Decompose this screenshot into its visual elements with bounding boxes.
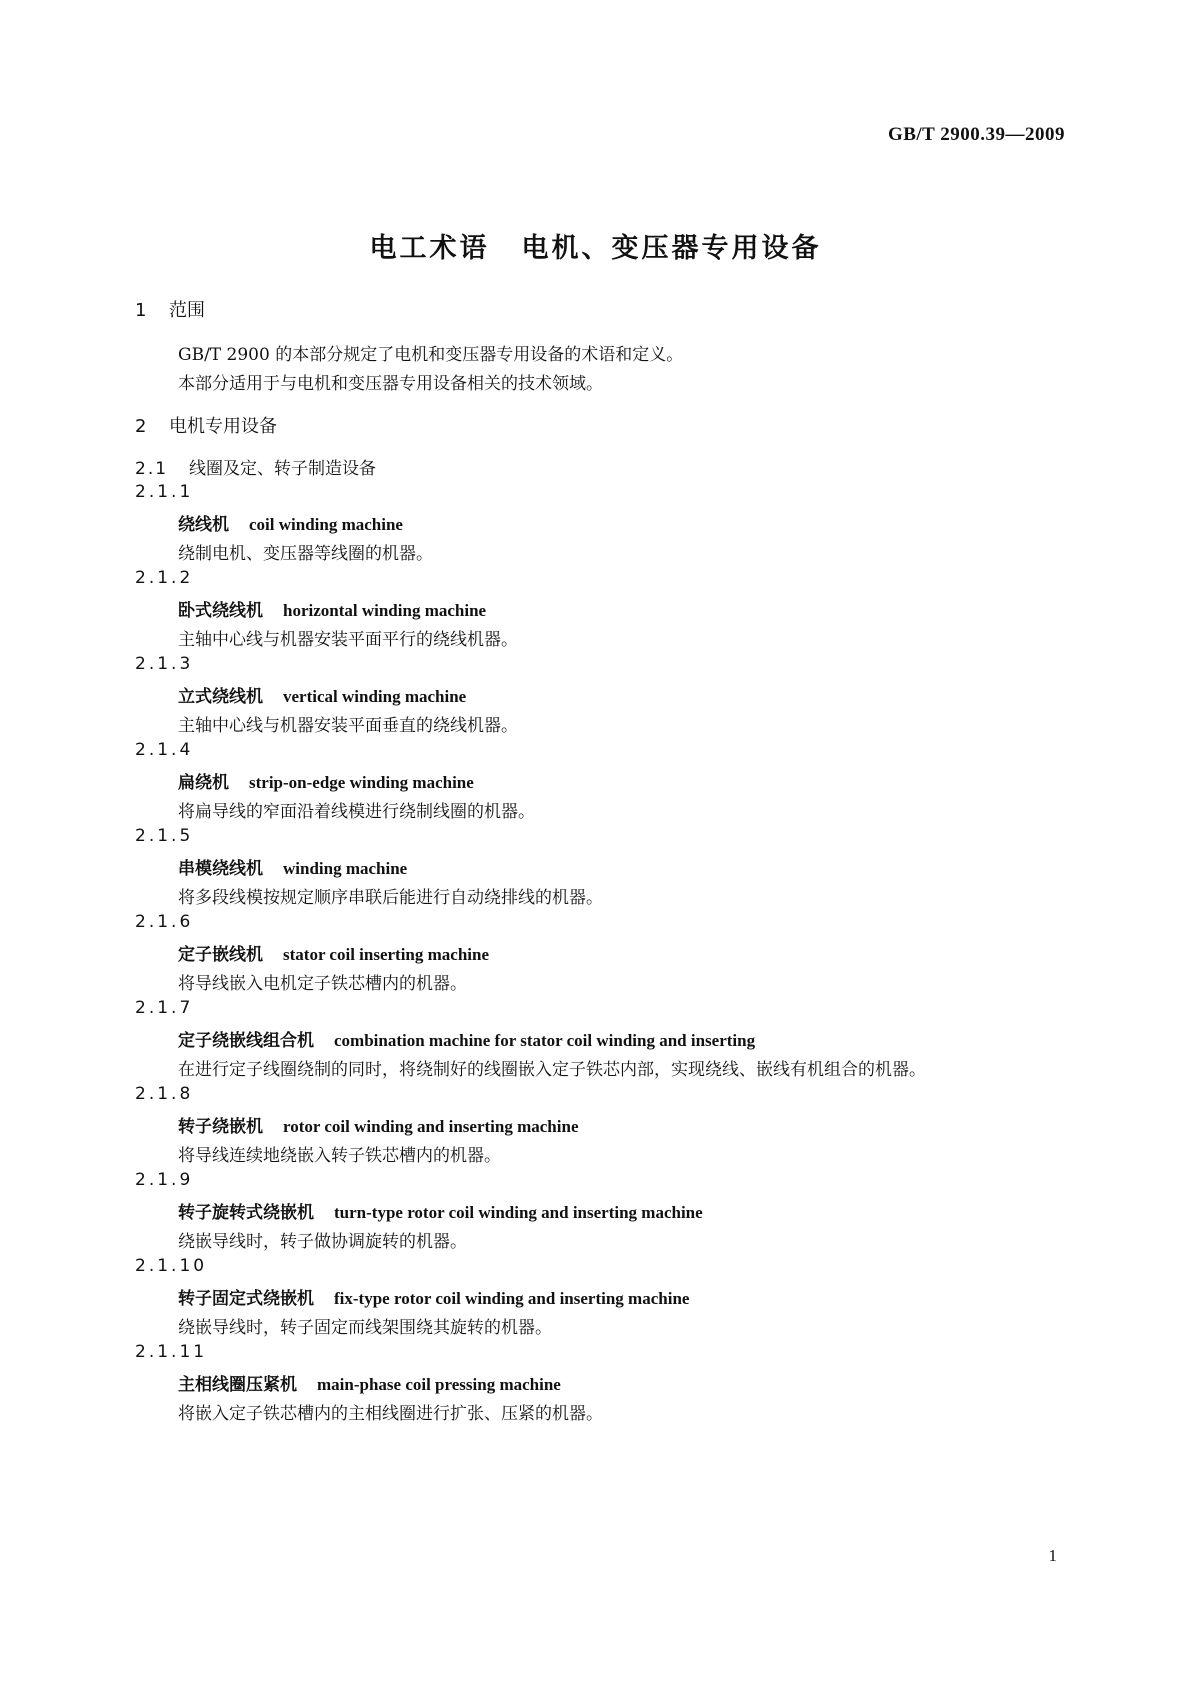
subsection-heading [135, 454, 376, 479]
section-number: 2 [135, 416, 147, 437]
term-name-en: coil winding machine [249, 515, 403, 534]
term-name [178, 940, 489, 965]
term-number: 2.1.5 [135, 826, 194, 846]
term-definition: 将导线嵌入电机定子铁芯槽内的机器。 [178, 974, 467, 994]
term-number: 2.1.3 [135, 654, 194, 674]
term-definition: 绕制电机、变压器等线圈的机器。 [178, 544, 433, 564]
term-number: 2.1.4 [135, 740, 194, 760]
term-definition: 绕嵌导线时，转子固定而线架围绕其旋转的机器。 [178, 1318, 552, 1338]
term-definition: 主轴中心线与机器安装平面平行的绕线机器。 [178, 630, 518, 650]
term-name-cn: 转子旋转式绕嵌机 [178, 1203, 314, 1223]
term-name-en: rotor coil winding and inserting machine [283, 1117, 579, 1136]
term-name-en: horizontal winding machine [283, 601, 487, 620]
document-title-part2: 电机、变压器专用设备 [521, 233, 822, 264]
term-name [178, 1026, 755, 1051]
section-number: 1 [135, 300, 147, 321]
term-number: 2.1.6 [135, 912, 194, 932]
subsection-number: 2.1 [135, 459, 169, 479]
term-definition: 将扁导线的窄面沿着线模进行绕制线圈的机器。 [178, 802, 535, 822]
term-name-cn: 转子绕嵌机 [178, 1117, 263, 1137]
term-definition: 将嵌入定子铁芯槽内的主相线圈进行扩张、压紧的机器。 [178, 1404, 603, 1424]
term-name-cn: 卧式绕线机 [178, 601, 263, 621]
term-name-cn: 主相线圈压紧机 [178, 1375, 297, 1395]
section-heading-motor-equipment [135, 412, 277, 438]
term-definition: 主轴中心线与机器安装平面垂直的绕线机器。 [178, 716, 518, 736]
term-name-cn: 绕线机 [178, 515, 229, 535]
standard-code: GB/T 2900.39—2009 [887, 124, 1065, 145]
scope-paragraph-1: GB/T 2900 的本部分规定了电机和变压器专用设备的术语和定义。 [178, 345, 684, 365]
term-name-cn: 定子嵌线机 [178, 945, 263, 965]
term-name-en: fix-type rotor coil winding and inserting machine [334, 1289, 690, 1308]
term-number: 2.1.8 [135, 1084, 194, 1104]
term-name-cn: 立式绕线机 [178, 687, 263, 707]
term-number: 2.1.1 [135, 482, 194, 502]
page-number: 1 [1048, 1546, 1057, 1565]
term-definition: 将导线连续地绕嵌入转子铁芯槽内的机器。 [178, 1146, 501, 1166]
term-definition: 将多段线模按规定顺序串联后能进行自动绕排线的机器。 [178, 888, 603, 908]
term-name-en: turn-type rotor coil winding and inserting machine [334, 1203, 703, 1222]
term-number: 2.1.11 [135, 1342, 208, 1362]
term-name-en: strip-on-edge winding machine [249, 773, 474, 792]
section-title: 范围 [169, 300, 205, 321]
term-name [178, 854, 407, 879]
term-name-cn: 定子绕嵌线组合机 [178, 1031, 314, 1051]
scope-paragraph-2: 本部分适用于与电机和变压器专用设备相关的技术领域。 [178, 374, 603, 394]
term-number: 2.1.10 [135, 1256, 208, 1276]
term-name [178, 682, 466, 707]
term-name-cn: 串模绕线机 [178, 859, 263, 879]
term-number: 2.1.2 [135, 568, 194, 588]
term-name-en: stator coil inserting machine [283, 945, 490, 964]
term-name [178, 510, 403, 535]
term-name [178, 596, 486, 621]
term-number: 2.1.9 [135, 1170, 194, 1190]
term-name-cn: 扁绕机 [178, 773, 229, 793]
term-name-en: vertical winding machine [283, 687, 467, 706]
term-number: 2.1.7 [135, 998, 194, 1018]
section-heading-scope [135, 296, 205, 322]
term-name [178, 1198, 703, 1223]
document-title-part1: 电工术语 [369, 233, 490, 264]
subsection-title: 线圈及定、转子制造设备 [189, 459, 376, 479]
term-name [178, 1112, 578, 1137]
term-name [178, 768, 474, 793]
section-title: 电机专用设备 [169, 416, 277, 437]
term-name-en: winding machine [283, 859, 408, 878]
term-definition: 在进行定子线圈绕制的同时，将绕制好的线圈嵌入定子铁芯内部，实现绕线、嵌线有机组合的机器。 [178, 1060, 926, 1080]
term-name-cn: 转子固定式绕嵌机 [178, 1289, 314, 1309]
term-name [178, 1370, 561, 1395]
term-name [178, 1284, 689, 1309]
document-title [0, 226, 1191, 265]
term-definition: 绕嵌导线时，转子做协调旋转的机器。 [178, 1232, 467, 1252]
term-name-en: combination machine for stator coil winding and inserting [334, 1031, 756, 1050]
term-name-en: main-phase coil pressing machine [317, 1375, 561, 1394]
